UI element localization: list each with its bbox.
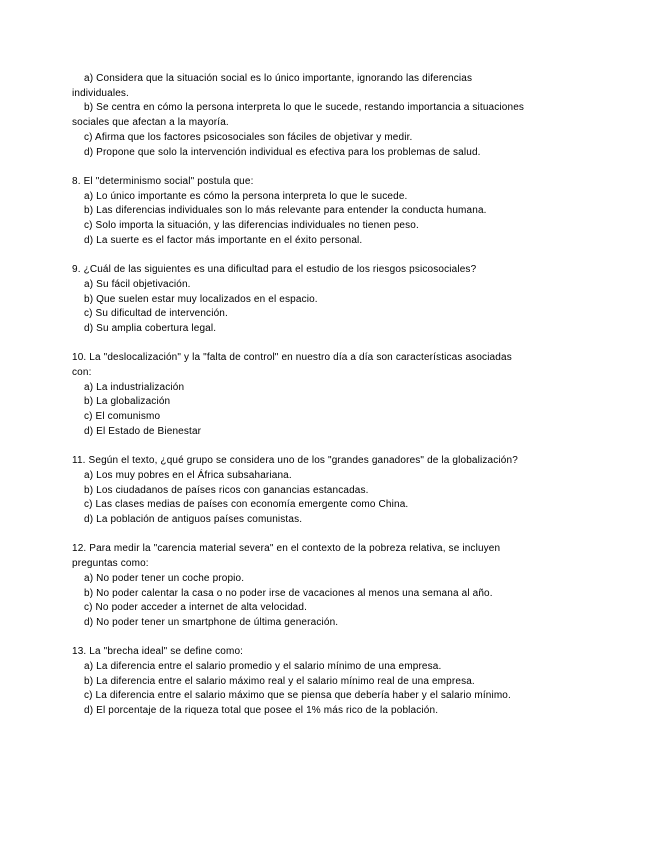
question-10 bbox=[72, 351, 532, 439]
option-d: d) Propone que solo la intervención individual es efectiva para los problemas de salud. bbox=[84, 146, 481, 158]
carryover-options bbox=[72, 72, 532, 160]
question-13 bbox=[72, 645, 532, 719]
option-c: c) Afirma que los factores psicosociales son fáciles de objetivar y medir. bbox=[84, 131, 413, 143]
question-stem: 12. Para medir la "carencia material severa" en el contexto de la pobreza relativa, se incluyen preguntas como: bbox=[72, 543, 501, 570]
option-d: d) El porcentaje de la riqueza total que posee el 1% más rico de la población. bbox=[84, 705, 439, 717]
question-8 bbox=[72, 175, 532, 249]
question-stem: 8. El "determinismo social" postula que: bbox=[72, 175, 254, 187]
question-stem: 10. La "deslocalización" y la "falta de control" en nuestro día a día son características asociadas con: bbox=[72, 352, 512, 379]
option-c: c) No poder acceder a internet de alta velocidad. bbox=[84, 602, 308, 614]
option-a: a) Su fácil objetivación. bbox=[84, 278, 191, 290]
document-content bbox=[72, 72, 532, 734]
option-b: b) La globalización bbox=[84, 396, 171, 408]
option-d: d) No poder tener un smartphone de última generación. bbox=[84, 616, 339, 628]
option-a: a) Considera que la situación social es lo único importante, ignorando las diferencias individuales. bbox=[72, 73, 473, 99]
option-d: d) La población de antiguos países comunistas. bbox=[84, 514, 303, 526]
question-11 bbox=[72, 454, 532, 528]
question-stem: 9. ¿Cuál de las siguientes es una dificultad para el estudio de los riesgos psicosociales? bbox=[72, 264, 477, 276]
option-b: b) No poder calentar la casa o no poder irse de vacaciones al menos una semana al año. bbox=[84, 587, 493, 599]
option-a: a) La diferencia entre el salario promedio y el salario mínimo de una empresa. bbox=[84, 661, 442, 673]
option-a: a) Los muy pobres en el África subsahariana. bbox=[84, 469, 292, 481]
question-12 bbox=[72, 542, 532, 630]
option-c: c) La diferencia entre el salario máximo que se piensa que debería haber y el salario mínimo. bbox=[84, 690, 511, 702]
option-c: c) Las clases medias de países con economía emergente como China. bbox=[84, 499, 409, 511]
question-9 bbox=[72, 263, 532, 337]
option-d: d) La suerte es el factor más importante en el éxito personal. bbox=[84, 234, 363, 246]
option-b: b) Se centra en cómo la persona interpreta lo que le sucede, restando importancia a situaciones sociales que afectan a la mayoría. bbox=[72, 102, 525, 129]
option-b: b) Los ciudadanos de países ricos con ganancias estancadas. bbox=[84, 484, 369, 496]
option-b: b) Las diferencias individuales son lo más relevante para entender la conducta humana. bbox=[84, 205, 487, 217]
option-a: a) Lo único importante es cómo la persona interpreta lo que le sucede. bbox=[84, 190, 408, 202]
option-b: b) La diferencia entre el salario máximo real y el salario mínimo real de una empresa. bbox=[84, 675, 475, 687]
option-c: c) El comunismo bbox=[84, 411, 161, 423]
option-d: d) El Estado de Bienestar bbox=[84, 425, 202, 437]
option-d: d) Su amplia cobertura legal. bbox=[84, 322, 217, 334]
option-a: a) La industrialización bbox=[84, 381, 185, 393]
option-a: a) No poder tener un coche propio. bbox=[84, 572, 245, 584]
question-stem: 11. Según el texto, ¿qué grupo se considera uno de los "grandes ganadores" de la globalización? bbox=[72, 455, 518, 467]
option-b: b) Que suelen estar muy localizados en el espacio. bbox=[84, 293, 318, 305]
option-c: c) Su dificultad de intervención. bbox=[84, 308, 228, 320]
question-stem: 13. La "brecha ideal" se define como: bbox=[72, 646, 244, 658]
option-c: c) Solo importa la situación, y las diferencias individuales no tienen peso. bbox=[84, 220, 419, 232]
